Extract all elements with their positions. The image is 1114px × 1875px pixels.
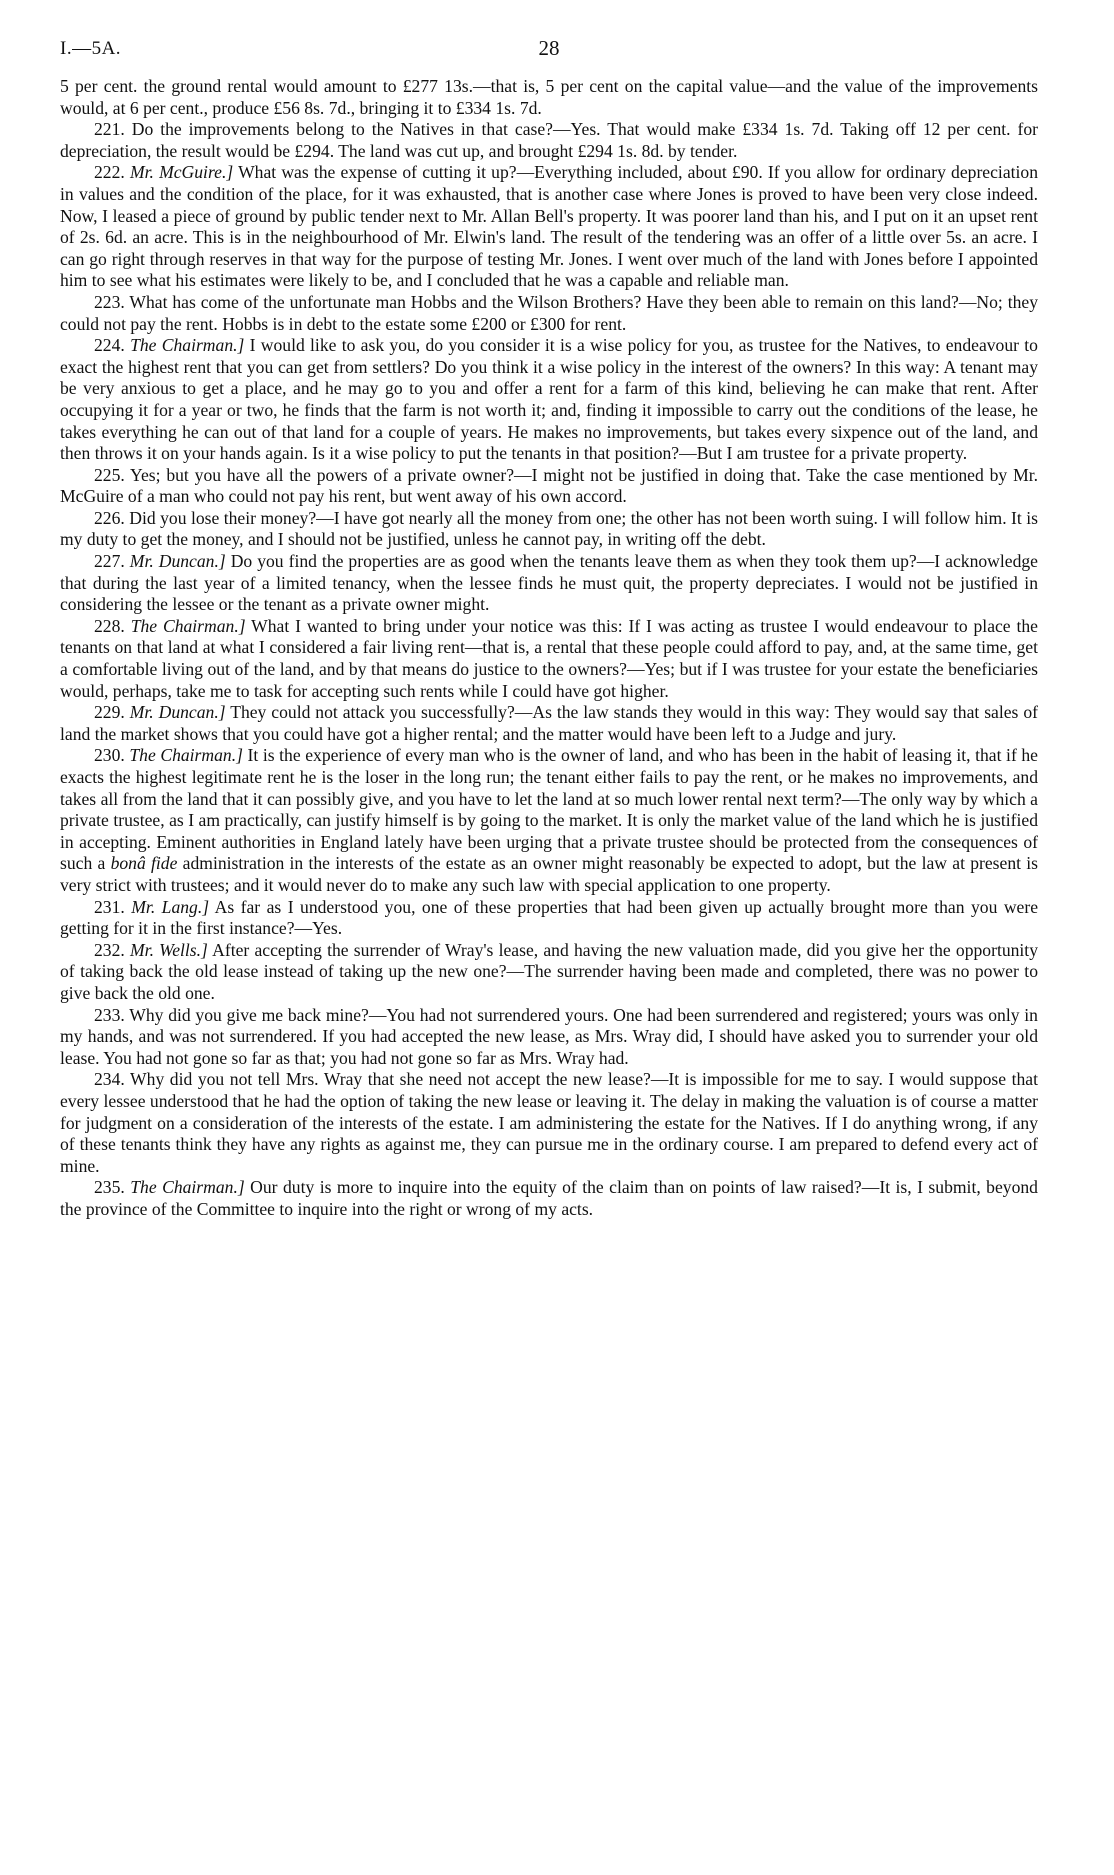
question-number: 233. [94, 1004, 125, 1025]
question-number: 223. [94, 291, 125, 312]
speaker-label: The Chairman.] [130, 615, 246, 636]
evidence-transcript [60, 76, 1038, 1220]
paragraph-text: Did you lose their money?—I have got nearly all the money from one; the other has not been worth suing. I will follow him. It is my duty to get the money, and I should not be justified, unless he cannot pay, in writing off the debt. [60, 507, 1038, 550]
page-header [60, 30, 1038, 76]
question-number: 221. [94, 119, 125, 140]
question-paragraph-233 [60, 1005, 1038, 1070]
paragraph-text: Do the improvements belong to the Natives in that case?—Yes. That would make £334 1s. 7d. Taking off 12 per cent. for depreciation, the result would be £294. The land was cut up, and brought £294 1s. 8d. by tender. [60, 119, 1039, 161]
paragraph-text: What has come of the unfortunate man Hobbs and the Wilson Brothers? Have they been able to remain on this land?—No; they could not pay the rent. Hobbs is in debt to the estate some £200 or £300 for rent. [60, 291, 1038, 334]
question-paragraph-223 [60, 292, 1038, 335]
question-paragraph-229 [60, 702, 1038, 745]
question-number: 228. [94, 615, 125, 636]
question-number: 229. [94, 702, 125, 723]
speaker-label: Mr. Duncan.] [129, 702, 226, 723]
paragraph-text: It is the experience of every man who is the owner of land, and who has been in the habit of leasing it, that if he exacts the highest legitimate rent he is the loser in the long run; the tenant either fails to pay the rent, or he makes no improvements, and takes all from the land that it can possibly give, and you have to let the land at so much lower rental next term?—The only way by which a private trustee, as I am practically, can justify himself is by going to the market. It is only the market value of the land which he is justified in accepting. Eminent authorities in England lately have been urging that a private trustee should be protected from the consequences of such a bonâ fide administration in the interests of the estate as an owner might reasonably be expected to adopt, but the law at present is very strict with trustees; and it would never do to make any such law with special application to one property. [60, 745, 1039, 895]
question-paragraph-225 [60, 465, 1038, 508]
paragraph-text: As far as I understood you, one of these properties that had been given up actually brought more than you were getting for it in the first instance?—Yes. [60, 896, 1039, 939]
paragraph-text: I would like to ask you, do you consider it is a wise policy for you, as trustee for the Natives, to endeavour to exact the highest rent that you can get from settlers? Do you think it a wise policy in the interest of the owners? In this way: A tenant may be very anxious to get a place, and he may go to you and offer a rent for a farm of this kind, believing he can make that rent. After occupying it for a year or two, he finds that the farm is not worth it; and, finding it impossible to carry out the conditions of the lease, he takes everything he can out of that land for a couple of years. He makes no improvements, but takes every sixpence out of the land, and then throws it on your hands again. Is it a wise policy to put the tenants in that position?—But I am trustee for a private property. [60, 335, 1038, 464]
speaker-label: Mr. Lang.] [131, 896, 210, 917]
question-number: 222. [94, 162, 125, 183]
speaker-label: The Chairman.] [130, 335, 245, 356]
question-paragraph-235 [60, 1177, 1038, 1220]
paragraph-text: Do you find the properties are as good when the tenants leave them as when they took them up?—I acknowledge that during the last year of a limited tenancy, when the lessee finds he must quit, the property depreciates. I would not be justified in considering the lessee or the tenant as a private owner might. [60, 551, 1038, 615]
question-paragraph-228 [60, 616, 1038, 702]
question-paragraph-231 [60, 897, 1038, 940]
question-number: 224. [94, 335, 125, 356]
italic-phrase: bonâ fide [110, 853, 178, 874]
question-paragraph-232 [60, 940, 1038, 1005]
speaker-label: Mr. Wells.] [130, 939, 208, 960]
speaker-label: Mr. Duncan.] [129, 551, 226, 572]
speaker-label: The Chairman.] [129, 745, 243, 766]
paragraph-text: After accepting the surrender of Wray's lease, and having the new valuation made, did you give her the opportunity of taking back the old lease instead of taking up the new one?—The surrender having been made and completed, there was no power to give back the old one. [60, 939, 1038, 1003]
question-paragraph-226 [60, 508, 1038, 551]
paragraph-text: What was the expense of cutting it up?—Everything included, about £90. If you allow for ordinary depreciation in values and the condition of the place, for it was exhausted, that is another case where Jones is proved to have been very close indeed. Now, I leased a piece of ground by public tender next to Mr. Allan Bell's property. It was poorer land than his, and I put on it an upset rent of 2s. 6d. an acre. This is in the neighbourhood of Mr. Elwin's land. The result of the tendering was an offer of a little over 5s. an acre. I can go right through reserves in that way for the purpose of testing Mr. Jones. I went over much of the land with Jones before I appointed him to see what his estimates were likely to be, and I concluded that he was a capable and reliable man. [60, 162, 1038, 291]
question-number: 231. [94, 896, 125, 917]
page-number: 28 [538, 36, 560, 60]
paragraph-text: Why did you give me back mine?—You had not surrendered yours. One had been surrendered and registered; yours was only in my hands, and was not surrendered. If you had accepted the new lease, as Mrs. Wray did, I should have asked you to surrender your old lease. You had not gone so far as that; you had not gone so far as Mrs. Wray had. [60, 1004, 1038, 1068]
question-paragraph-234 [60, 1069, 1038, 1177]
question-paragraph-221 [60, 119, 1038, 162]
paragraph-text: Yes; but you have all the powers of a private owner?—I might not be justified in doing that. Take the case mentioned by Mr. McGuire of a man who could not pay his rent, but went away of his own accord. [60, 464, 1039, 507]
speaker-label: The Chairman.] [130, 1177, 245, 1198]
paragraph-text: Why did you not tell Mrs. Wray that she need not accept the new lease?—It is impossible for me to say. I would suppose that every lessee understood that he had the option of taking the new lease or leaving it. The delay in making the valuation is of course a matter for judgment on a consideration of the interests of the estate. I am administering the estate for the Natives. If I do anything wrong, if any of these tenants think they have any rights as against me, they can pursue me in the ordinary course. I am prepared to defend every act of mine. [60, 1069, 1038, 1176]
paragraph-continuation [60, 76, 1038, 119]
question-number: 230. [94, 745, 125, 766]
paragraph-text: What I wanted to bring under your notice was this: If I was acting as trustee I would endeavour to place the tenants on that land at what I considered a fair living rent—that is, a rental that these people could afford to pay, and, at the same time, get a comfortable living out of the land, and by that means do justice to the owners?—Yes; but if I was trustee for your estate the beneficiaries would, perhaps, take me to task for accepting such rents while I could have got higher. [60, 615, 1038, 701]
question-paragraph-224 [60, 335, 1038, 465]
paragraph-text: They could not attack you successfully?—As the law stands they would in this way: They would say that sales of land the market shows that you could have got a higher rental; and the matter would have been left to a Judge and jury. [60, 702, 1038, 744]
question-number: 235. [94, 1177, 125, 1198]
question-number: 227. [94, 551, 125, 572]
question-number: 232. [94, 939, 125, 960]
question-paragraph-222 [60, 162, 1038, 292]
paragraph-text: Our duty is more to inquire into the equity of the claim than on points of law raised?—It is, I submit, beyond the province of the Committee to inquire into the right or wrong of my acts. [60, 1177, 1038, 1219]
question-number: 226. [94, 507, 125, 528]
question-paragraph-227 [60, 551, 1038, 616]
parliamentary-paper-reference: I.—5A. [60, 38, 122, 59]
question-number: 225. [94, 464, 125, 485]
speaker-label: Mr. McGuire.] [129, 162, 234, 183]
question-paragraph-230 [60, 745, 1038, 896]
question-number: 234. [94, 1069, 125, 1090]
paragraph-text: 5 per cent. the ground rental would amount to £277 13s.—that is, 5 per cent on the capital value—and the value of the improvements would, at 6 per cent., produce £56 8s. 7d., bringing it to £334 1s. 7d. [60, 76, 1038, 118]
